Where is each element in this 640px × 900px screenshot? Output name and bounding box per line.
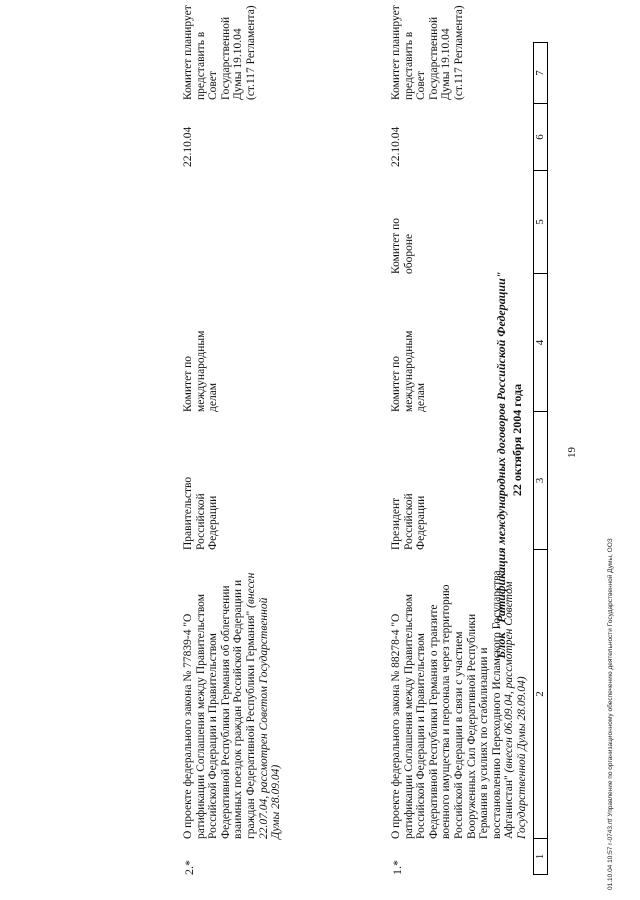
col-header-4: 4 — [534, 273, 547, 411]
responsible-committee: Комитет по международным делам — [390, 330, 428, 412]
col-header-2: 2 — [534, 549, 547, 838]
bill-description — [182, 569, 283, 839]
col-header-5: 5 — [534, 170, 547, 273]
responsible-committee: Комитет по международным делам — [182, 330, 220, 412]
col-header-6: 6 — [534, 103, 547, 170]
footer-file-info: 01.10.04 10:57 r-0743.rtf Управление по организационному обеспечению деятельности Государственной Думы, ООЗ — [607, 538, 614, 890]
bill-title: О проекте федерального закона № 77839-4 "О ратификации Соглашения между Правительством Российской Федерации и Правительством Федеративной Республики Германия об облегчении взаимных поездок граждан Российской Федерации и граждан Федеративной Республики Германия" — [182, 579, 257, 839]
col-header-7: 7 — [534, 70, 546, 76]
review-date: 22.10.04 — [390, 126, 402, 167]
column-number-header — [533, 42, 548, 875]
initiator: Президент Российской Федерации — [390, 493, 428, 550]
bill-description — [390, 569, 529, 839]
col-header-3: 3 — [534, 411, 547, 549]
date-heading: 22 октября 2004 года — [510, 383, 524, 497]
co-committee: Комитет по обороне — [390, 218, 415, 274]
remark: Комитет планирует представить в Совет Государственной Думы 19.10.04 (ст.117 Регламента) — [390, 5, 465, 100]
row-number: 1.* — [390, 860, 404, 875]
row-number: 2.* — [182, 860, 196, 875]
col-header-1: 1 — [534, 838, 547, 874]
bill-title: О проекте федерального закона № 88278-4 "О ратификации Соглашения между Правительством Российской Федерации и Правительством Федеративной Республики Германия о транзите военного имущества и персонала через территорию Российской Федерации в связи с участием Вооруженных Сил Федеративной Республики Германия в усилиях по стабилизации и восстановлению Переходного Исламского Государства Афганистан" — [390, 570, 516, 839]
review-date: 22.10.04 — [182, 126, 194, 167]
bill-note: (внесен 22.07.04, рассмотрен Советом Государственной Думы 28.09.04) — [244, 572, 283, 839]
bill-note: (внесен 06.09.04, рассмотрен Советом Государственной Думы 28.09.04) — [503, 581, 528, 839]
page-number: 19 — [566, 447, 578, 458]
remark: Комитет планирует представить в Совет Государственной Думы 19.10.04 (ст.117 Регламента) — [182, 5, 257, 100]
initiator: Правительство Российской Федерации — [182, 476, 220, 550]
block-heading: Блок "Ратификация международных договоров Российской Федерации" — [494, 271, 508, 659]
